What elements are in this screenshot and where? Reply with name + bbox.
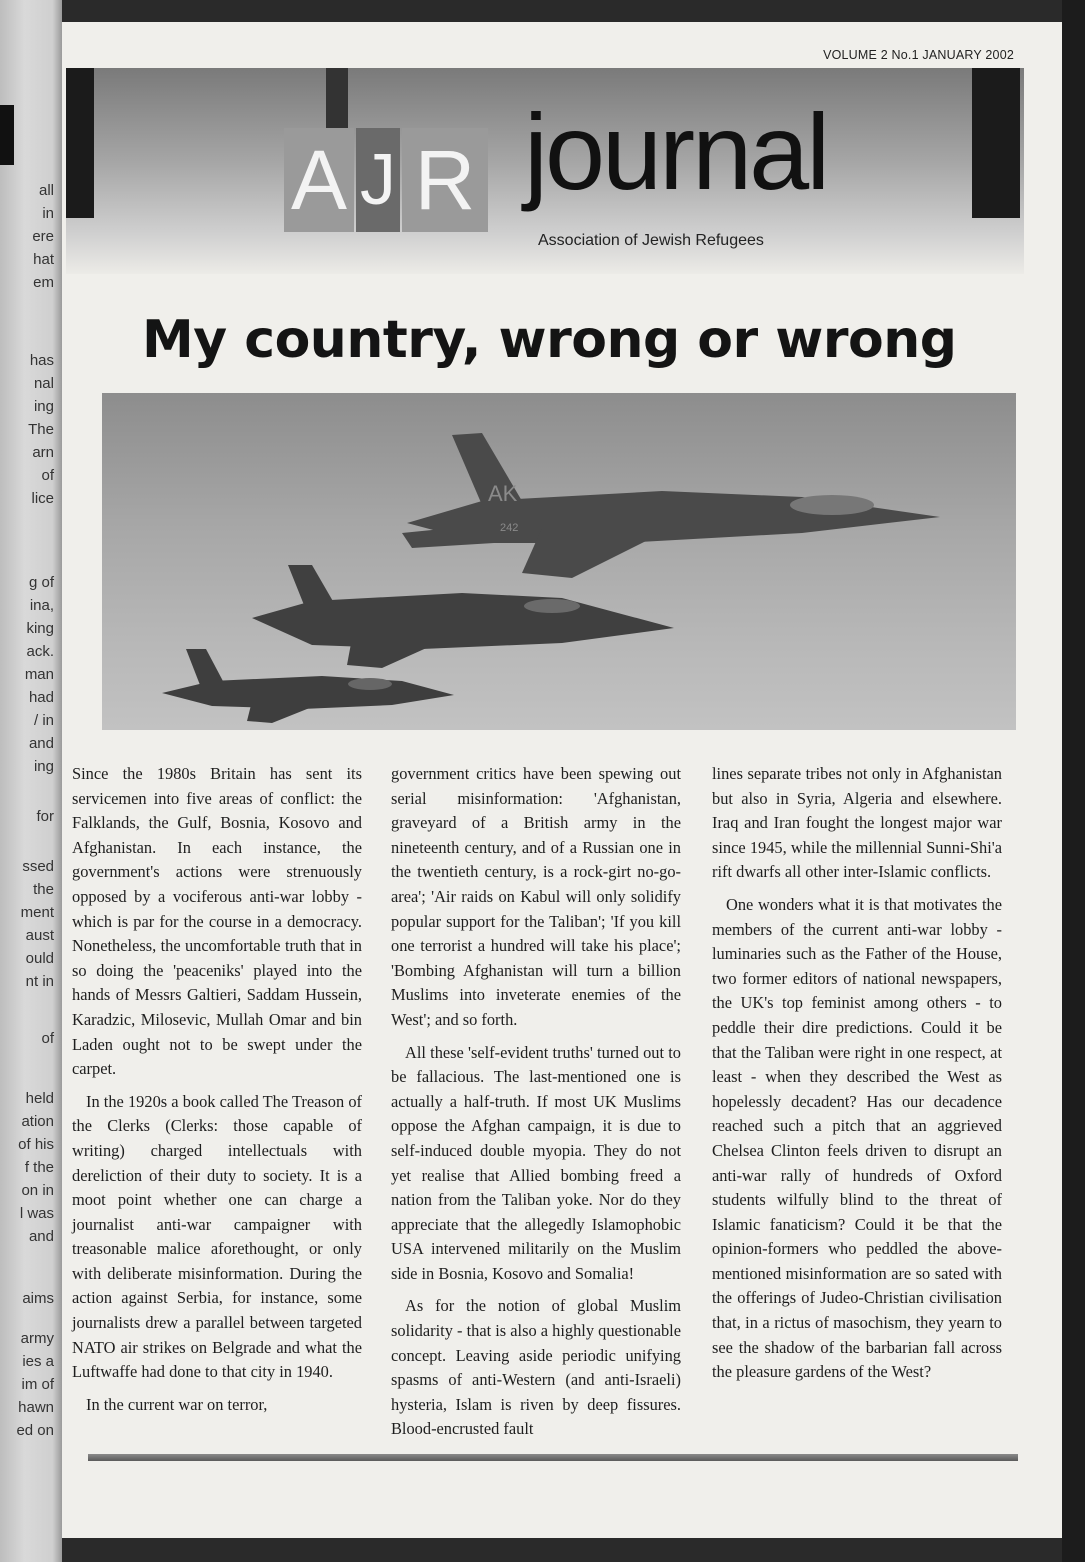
- spill-word: ment: [20, 904, 54, 921]
- spill-word: / in: [33, 712, 54, 729]
- jets-illustration: [102, 393, 1016, 730]
- spill-word: has: [29, 352, 54, 369]
- spill-word: nal: [33, 375, 54, 392]
- spill-word: king: [26, 620, 54, 637]
- headline: My country, wrong or wrong: [142, 310, 957, 370]
- masthead-band-right: [972, 68, 1020, 218]
- spill-word: ack.: [26, 643, 54, 660]
- spill-word: aims: [22, 1290, 54, 1307]
- spill-word: and: [28, 1228, 54, 1245]
- paragraph: All these 'self-evident truths' turned out to be fallacious. The last-mentioned one is actually a half-truth. If most UK Muslims oppose the Afghan campaign, it is due to self-induced double myopia. They do not yet realise that Allied bombing freed a nation from the Taliban yoke. Nor do they appreciate that the allegedly Islamophobic USA intervened militarily on the Muslim side in Bosnia, Kosovo and Somalia!: [391, 1042, 681, 1283]
- spill-word: ed on: [16, 1422, 54, 1439]
- tail-code: AK: [488, 481, 518, 506]
- logo-letter-j: J: [356, 128, 400, 232]
- spill-word: ssed: [22, 858, 54, 875]
- paragraph: One wonders what it is that motivates the members of the current anti-war lobby - luminaries such as the Father of the House, two former editors of national newspapers, the UK's top feminist among others - to peddle their dire predictions. Could it be that the Taliban were right in one respect, at least - when they described the West as hopelessly decadent? Has our decadence reached such a pitch that an aggrieved Chelsea Clinton feels driven to disrupt an anti-war rally of hundreds of Oxford students wilfully blind to the threat of Islamic fanaticism? Could it be that the opinion-formers who peddled the above-mentioned misinformation are so sated with the offerings of Judeo-Christian civilisation that, in a rictus of masochism, they yearn to see the shadow of the barbarian fall across the pleasure gardens of the West?: [712, 894, 1002, 1382]
- spill-word: for: [36, 808, 54, 825]
- jet-medium: [252, 565, 674, 668]
- masthead-title: journal: [524, 91, 828, 212]
- article-column-3: [712, 762, 1002, 1385]
- logo-letter-a: A: [284, 128, 354, 232]
- jet-large: [402, 433, 940, 578]
- spill-word: ing: [33, 758, 54, 775]
- masthead-subtitle: Association of Jewish Refugees: [538, 232, 764, 249]
- journal-page: [62, 22, 1062, 1538]
- spill-word: the: [33, 881, 54, 898]
- fighter-jets-photo: [102, 393, 1016, 730]
- spill-word: army: [20, 1330, 54, 1347]
- paragraph: In the current war on terror,: [86, 1394, 268, 1414]
- article-column-2: [391, 762, 681, 1442]
- page-shadow-edge: [1062, 0, 1085, 1562]
- spill-word: ould: [25, 950, 54, 967]
- spill-word: arn: [32, 444, 54, 461]
- paragraph: In the 1920s a book called The Treason of the Clerks (Clerks: those capable of writing) charged intellectuals with dereliction of their duty to society. It is a moot point whether one can charge a journalist anti-war campaigner with treasonable malice aforethought, or only with deliberate misinformation. During the action against Serbia, for instance, some journalists drew a parallel between targeted NATO air strikes on Belgrade and what the Luftwaffe had done to that city in 1940.: [72, 1091, 362, 1382]
- article-column-1: [72, 762, 362, 1417]
- spill-word: of: [41, 467, 54, 484]
- paragraph: government critics have been spewing out serial misinformation: 'Afghanistan, graveyard of a British army in the nineteenth century, and of a Russian one in the twentieth century, is a rock-girt no-go-area'; 'Air raids on Kabul will only solidify popular support for the Taliban'; 'If you kill one terrorist a hundred will take his place'; 'Bombing Afghanistan will turn a billion Muslims into inveterate enemies of the West'; and so forth.: [391, 764, 681, 1029]
- previous-page-margin: [0, 0, 62, 1562]
- spill-word: of: [41, 1030, 54, 1047]
- spill-word: aust: [25, 927, 54, 944]
- issue-line: VOLUME 2 No.1 JANUARY 2002: [823, 48, 1014, 62]
- spill-word: ing: [33, 398, 54, 415]
- bottom-rule: [88, 1454, 1018, 1461]
- spill-word: im of: [21, 1376, 54, 1393]
- spill-bar: [0, 105, 14, 165]
- spill-word: on in: [21, 1182, 54, 1199]
- spill-word: man: [24, 666, 54, 683]
- tail-number: 242: [500, 522, 519, 534]
- paragraph: lines separate tribes not only in Afghanistan but also in Syria, Algeria and elsewhere. Iraq and Iran fought the longest major war since 1945, while the millennial Sunni-Shi'a rift dwarfs all other inter-Islamic conflicts.: [712, 764, 1002, 882]
- spill-word: ere: [32, 228, 54, 245]
- spill-word: lice: [31, 490, 54, 507]
- paragraph: Since the 1980s Britain has sent its servicemen into five areas of conflict: the Falklands, the Gulf, Bosnia, Kosovo and Afghanistan. In each instance, the government's actions were strenuously opposed by a vociferous anti-war lobby - which is par for the course in a democracy. Nonetheless, the uncomfortable truth that in so doing the 'peaceniks' played into the hands of Messrs Galtieri, Saddam Hussein, Karadzic, Milosevic, Mullah Omar and bin Laden ought not to be swept under the carpet.: [72, 764, 362, 1079]
- spill-word: and: [28, 735, 54, 752]
- spill-word: g of: [28, 574, 54, 591]
- spill-word: all: [38, 182, 54, 199]
- spill-word: hawn: [18, 1399, 54, 1416]
- spill-word: ina,: [29, 597, 54, 614]
- spill-word: hat: [33, 251, 54, 268]
- spill-word: ies a: [22, 1353, 54, 1370]
- logo-letter-r: R: [402, 128, 488, 232]
- article-body: [72, 762, 1020, 1462]
- spill-word: held: [25, 1090, 54, 1107]
- spill-word: f the: [24, 1159, 54, 1176]
- masthead-band-left: [66, 68, 94, 218]
- spill-word: The: [28, 421, 54, 438]
- spill-word: ation: [21, 1113, 54, 1130]
- spill-word: nt in: [25, 973, 54, 990]
- spill-word: of his: [18, 1136, 54, 1153]
- spill-word: l was: [19, 1205, 54, 1222]
- jet-small: [162, 649, 454, 723]
- spill-word: had: [28, 689, 54, 706]
- paragraph: As for the notion of global Muslim solidarity - that is also a highly questionable concept. Leaving aside periodic unifying spasms of anti-Western (and anti-Israeli) hysteria, Islam is riven by deep fissures. Blood-encrusted fault: [391, 1296, 681, 1439]
- spill-word: em: [33, 274, 54, 291]
- spill-word: in: [42, 205, 54, 222]
